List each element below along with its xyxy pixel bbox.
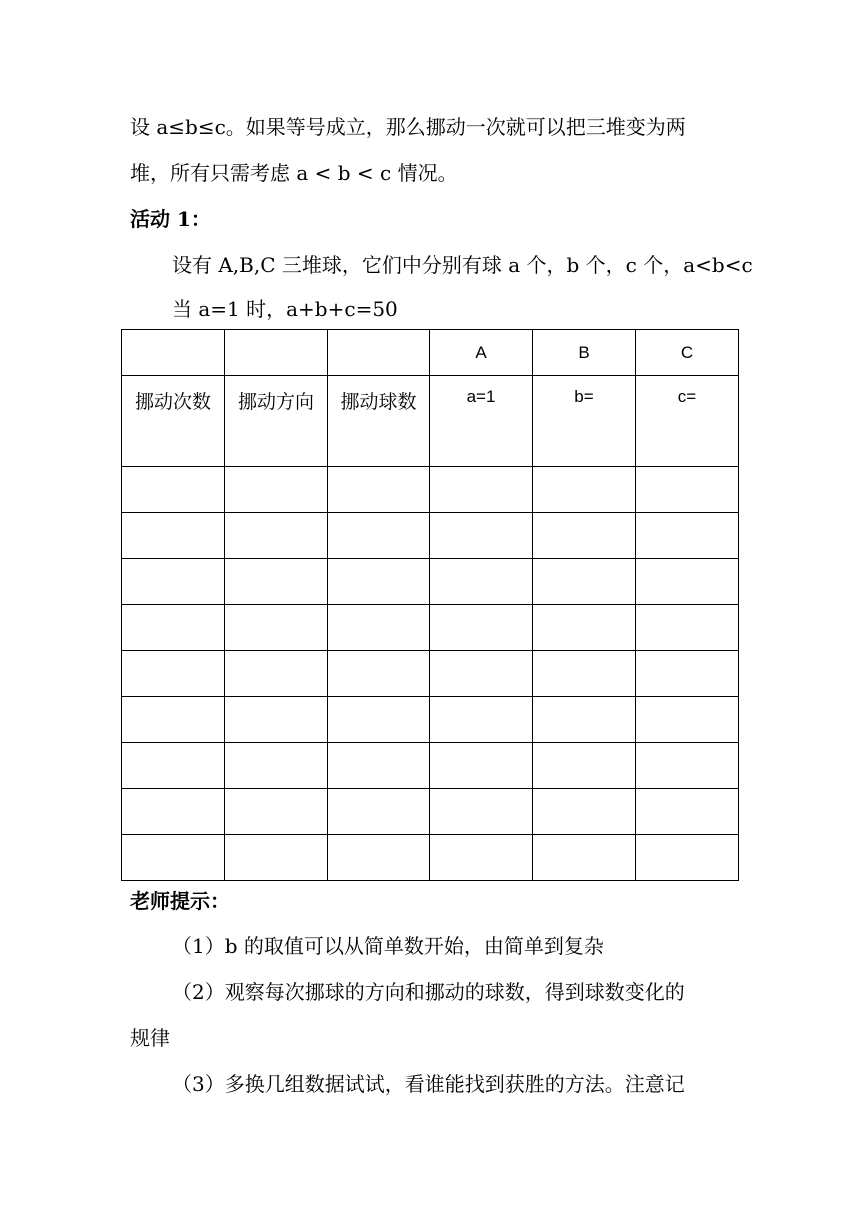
activity-condition: 当 a=1 时，a+b+c=50: [172, 297, 398, 321]
empty-cell[interactable]: [122, 651, 225, 697]
value-c-cell: c=: [636, 376, 739, 467]
move-balls-header: 挪动球数: [328, 376, 430, 467]
empty-cell[interactable]: [122, 513, 225, 559]
record-table: [121, 329, 739, 881]
hint-1: （1）b 的取值可以从简单数开始，由简单到复杂: [172, 934, 604, 958]
activity-description: 设有 A,B,C 三堆球，它们中分别有球 a 个，b 个，c 个，a<b<c: [172, 253, 753, 277]
empty-cell[interactable]: [430, 789, 533, 835]
empty-cell[interactable]: [430, 605, 533, 651]
move-count-header: 挪动次数: [122, 376, 225, 467]
empty-cell[interactable]: [533, 697, 636, 743]
header-cell: [328, 330, 430, 376]
header-cell: [225, 330, 328, 376]
empty-cell[interactable]: [225, 697, 328, 743]
empty-cell[interactable]: [225, 513, 328, 559]
hint-2-line-1: （2）观察每次挪球的方向和挪动的球数，得到球数变化的: [172, 980, 685, 1004]
hints-heading: 老师提示：: [130, 889, 230, 913]
empty-cell[interactable]: [122, 789, 225, 835]
header-cell: [122, 330, 225, 376]
empty-cell[interactable]: [533, 513, 636, 559]
empty-cell[interactable]: [122, 697, 225, 743]
table-row: [122, 651, 739, 697]
empty-cell[interactable]: [225, 605, 328, 651]
empty-cell[interactable]: [430, 513, 533, 559]
empty-cell[interactable]: [225, 651, 328, 697]
empty-cell[interactable]: [636, 467, 739, 513]
empty-cell[interactable]: [225, 559, 328, 605]
empty-cell[interactable]: [328, 651, 430, 697]
table-row: [122, 513, 739, 559]
table-row: [122, 605, 739, 651]
empty-cell[interactable]: [328, 789, 430, 835]
empty-cell[interactable]: [328, 743, 430, 789]
empty-cell[interactable]: [533, 789, 636, 835]
empty-cell[interactable]: [122, 559, 225, 605]
empty-cell[interactable]: [636, 835, 739, 881]
empty-cell[interactable]: [225, 789, 328, 835]
empty-cell[interactable]: [533, 743, 636, 789]
empty-cell[interactable]: [122, 605, 225, 651]
empty-cell[interactable]: [430, 467, 533, 513]
empty-cell[interactable]: [328, 513, 430, 559]
empty-cell[interactable]: [533, 559, 636, 605]
table-header-row: [122, 330, 739, 376]
value-b-cell: b=: [533, 376, 636, 467]
empty-cell[interactable]: [430, 743, 533, 789]
empty-cell[interactable]: [636, 513, 739, 559]
empty-cell[interactable]: [122, 467, 225, 513]
empty-cell[interactable]: [328, 467, 430, 513]
table-subheader-row: [122, 376, 739, 467]
move-direction-header: 挪动方向: [225, 376, 328, 467]
table-row: [122, 835, 739, 881]
empty-cell[interactable]: [328, 697, 430, 743]
table-row: [122, 789, 739, 835]
empty-cell[interactable]: [636, 559, 739, 605]
empty-cell[interactable]: [533, 835, 636, 881]
table-row: [122, 743, 739, 789]
intro-line-1: 设 a≤b≤c。如果等号成立，那么挪动一次就可以把三堆变为两: [130, 115, 686, 139]
empty-cell[interactable]: [328, 559, 430, 605]
empty-cell[interactable]: [122, 743, 225, 789]
empty-cell[interactable]: [533, 605, 636, 651]
hint-2-line-2: 规律: [130, 1026, 170, 1050]
intro-line-2: 堆，所有只需考虑 a < b < c 情况。: [130, 161, 458, 185]
empty-cell[interactable]: [225, 835, 328, 881]
header-pile-b: B: [533, 330, 636, 376]
empty-cell[interactable]: [328, 835, 430, 881]
empty-cell[interactable]: [430, 697, 533, 743]
empty-cell[interactable]: [225, 467, 328, 513]
hint-3: （3）多换几组数据试试，看谁能找到获胜的方法。注意记: [172, 1072, 685, 1096]
value-a-cell: a=1: [430, 376, 533, 467]
empty-cell[interactable]: [636, 743, 739, 789]
empty-cell[interactable]: [328, 605, 430, 651]
activity-heading: 活动 1：: [130, 207, 211, 231]
empty-cell[interactable]: [430, 559, 533, 605]
table-row: [122, 559, 739, 605]
empty-cell[interactable]: [430, 835, 533, 881]
empty-cell[interactable]: [533, 651, 636, 697]
header-pile-c: C: [636, 330, 739, 376]
empty-cell[interactable]: [122, 835, 225, 881]
empty-cell[interactable]: [636, 789, 739, 835]
table-row: [122, 467, 739, 513]
empty-cell[interactable]: [430, 651, 533, 697]
table-row: [122, 697, 739, 743]
empty-cell[interactable]: [225, 743, 328, 789]
header-pile-a: A: [430, 330, 533, 376]
empty-cell[interactable]: [533, 467, 636, 513]
empty-cell[interactable]: [636, 605, 739, 651]
empty-cell[interactable]: [636, 651, 739, 697]
empty-cell[interactable]: [636, 697, 739, 743]
